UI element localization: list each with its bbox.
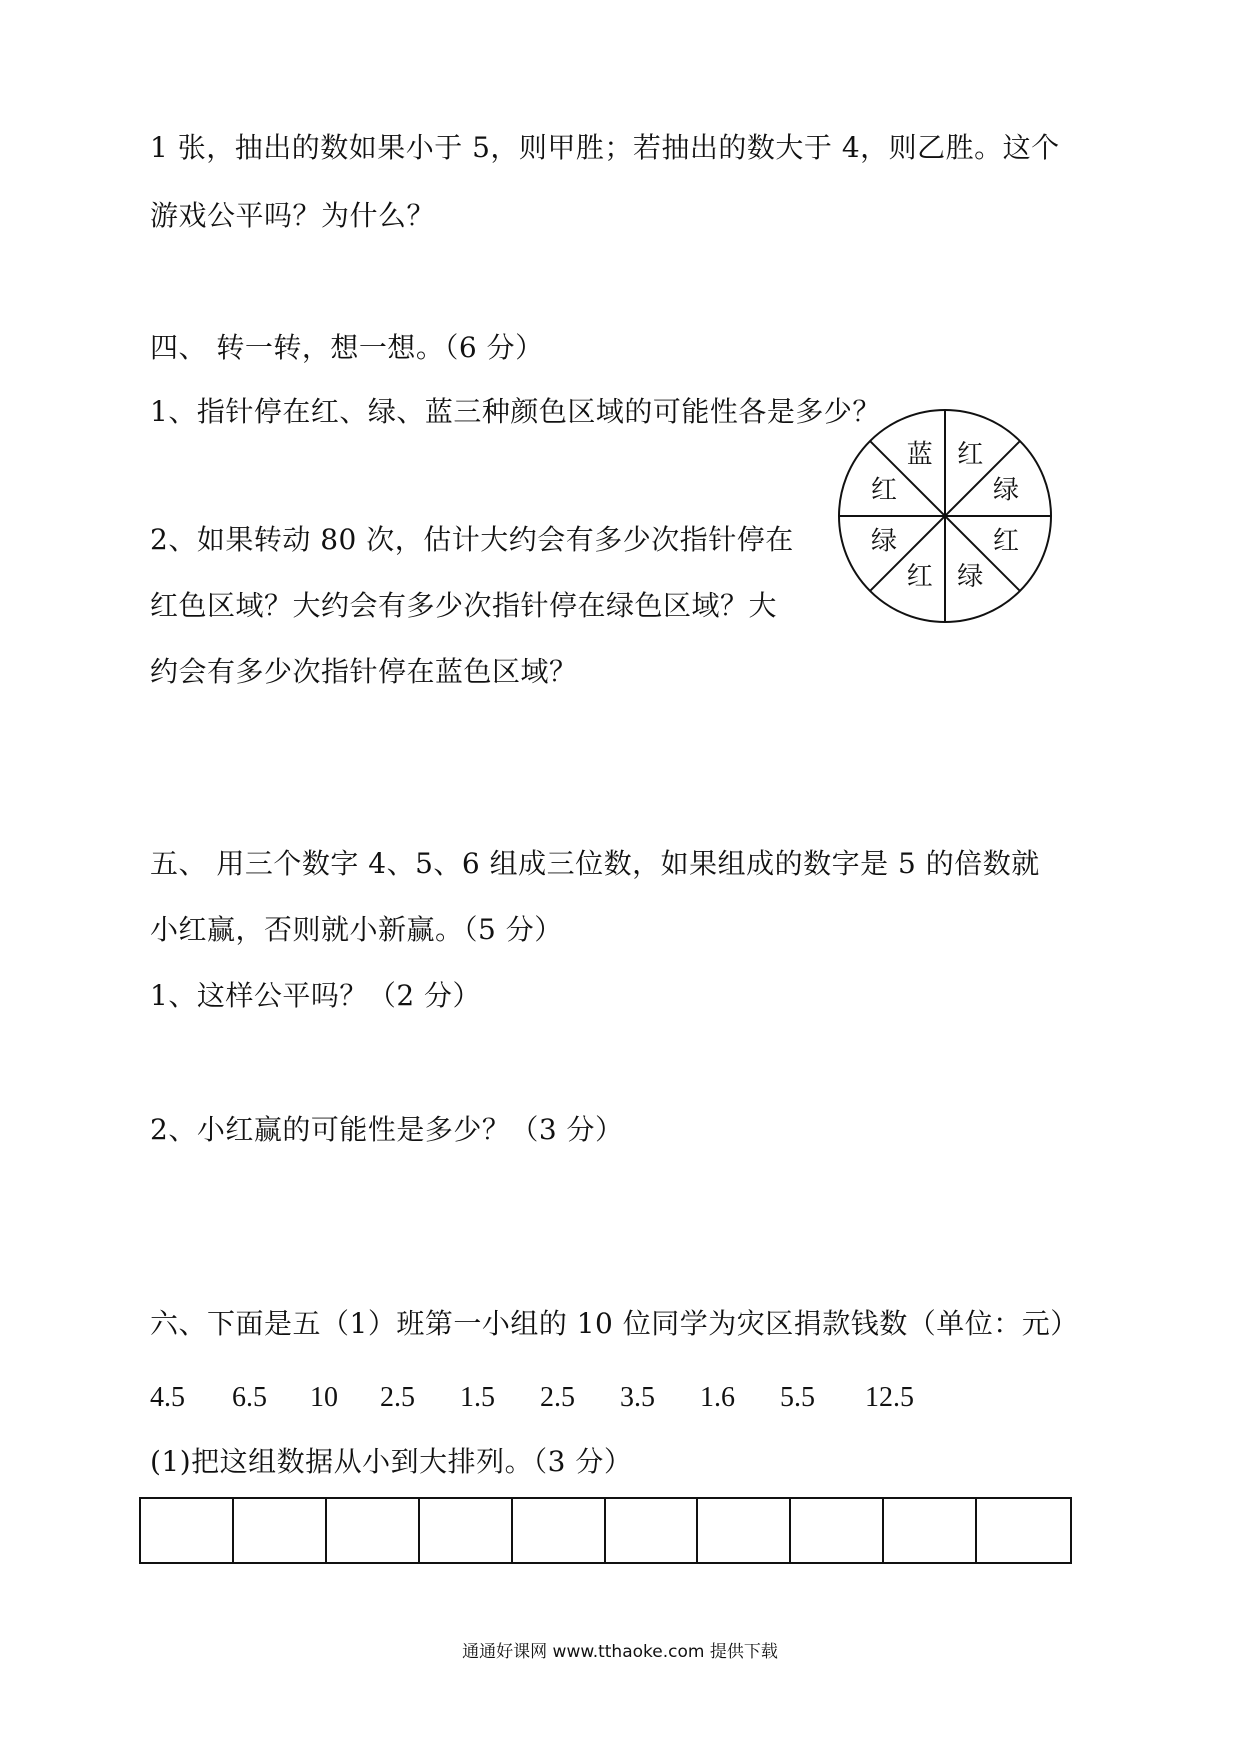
donation-values-row — [150, 1380, 970, 1416]
answer-cell[interactable] — [791, 1499, 884, 1562]
section-4-question-2-line-1: 2、如果转动 80 次，估计大约会有多少次指针停在 — [150, 523, 794, 556]
spinner-sector-label: 绿 — [957, 562, 984, 592]
donation-value: 2.5 — [380, 1382, 415, 1413]
answer-cell[interactable] — [513, 1499, 606, 1562]
donation-value: 12.5 — [865, 1382, 914, 1413]
section-6-question-1: (1)把这组数据从小到大排列。（3 分） — [150, 1445, 633, 1478]
spinner-sector-label: 红 — [870, 475, 898, 506]
problem-continuation-line-1: 1 张，抽出的数如果小于 5，则甲胜；若抽出的数大于 4，则乙胜。这个 — [150, 131, 1060, 164]
spinner-sector-label: 绿 — [870, 526, 898, 557]
section-4-question-1: 1、指针停在红、绿、蓝三种颜色区域的可能性各是多少？ — [150, 395, 881, 428]
donation-value: 1.6 — [700, 1382, 735, 1413]
section-4-question-2-line-2: 红色区域？大约会有多少次指针停在绿色区域？大 — [150, 589, 778, 622]
spinner-sector-label: 红 — [906, 562, 933, 592]
section-4-title: 四、 转一转，想一想。（6 分） — [150, 331, 544, 364]
problem-continuation-line-2: 游戏公平吗？为什么？ — [150, 199, 436, 232]
donation-value: 1.5 — [460, 1382, 495, 1413]
answer-cell[interactable] — [977, 1499, 1070, 1562]
donation-value: 5.5 — [780, 1382, 815, 1413]
donation-value: 6.5 — [232, 1382, 267, 1413]
answer-cell[interactable] — [606, 1499, 699, 1562]
section-5-question-1: 1、这样公平吗？（2 分） — [150, 979, 482, 1012]
spinner-sector-label: 绿 — [992, 475, 1020, 506]
answer-cell[interactable] — [884, 1499, 977, 1562]
section-5-title-line-2: 小红赢，否则就小新赢。（5 分） — [150, 913, 563, 946]
donation-value: 3.5 — [620, 1382, 655, 1413]
spinner-sector-label: 红 — [957, 440, 984, 470]
section-4-question-2-line-3: 约会有多少次指针停在蓝色区域？ — [150, 655, 578, 688]
answer-cell[interactable] — [420, 1499, 513, 1562]
spinner-wheel — [836, 407, 1054, 625]
section-6-title: 六、下面是五（1）班第一小组的 10 位同学为灾区捐款钱数（单位：元） — [150, 1307, 1079, 1340]
footer-source: 通通好课网 www.tthaoke.com 提供下载 — [462, 1642, 778, 1662]
donation-value: 2.5 — [540, 1382, 575, 1413]
donation-value: 4.5 — [150, 1382, 185, 1413]
answer-grid — [139, 1497, 1072, 1564]
answer-cell[interactable] — [698, 1499, 791, 1562]
donation-value: 10 — [310, 1382, 338, 1413]
section-5-title-line-1: 五、 用三个数字 4、5、6 组成三位数，如果组成的数字是 5 的倍数就 — [150, 847, 1040, 880]
spinner-sector-label: 蓝 — [906, 440, 933, 470]
section-5-question-2: 2、小红赢的可能性是多少？（3 分） — [150, 1113, 624, 1146]
spinner-sector-label: 红 — [992, 526, 1020, 557]
answer-cell[interactable] — [141, 1499, 234, 1562]
answer-cell[interactable] — [234, 1499, 327, 1562]
answer-cell[interactable] — [327, 1499, 420, 1562]
